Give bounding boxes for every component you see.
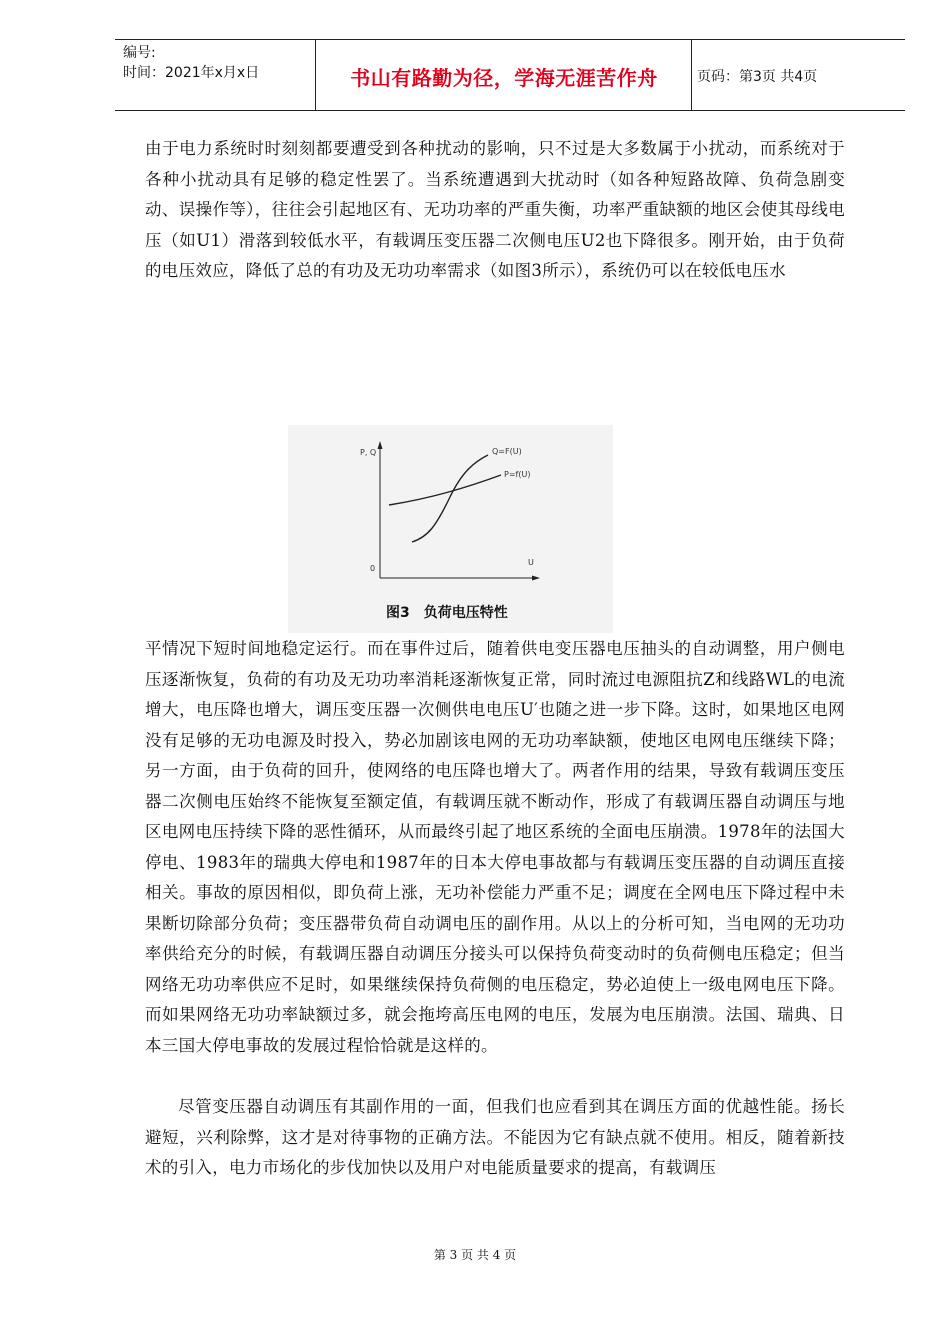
body-paragraph-3: 尽管变压器自动调压有其副作用的一面，但我们也应看到其在调压方面的优越性能。扬长避短，兴利除弊，这才是对待事物的正确方法。不能因为它有缺点就不使用。相反，随着新技术的引入，电力市场化的步伐加快以及用户对电能质量要求的提高，有载调压 <box>145 1097 845 1177</box>
header-meta <box>123 43 313 83</box>
page-footer: 第 3 页 共 4 页 <box>433 1248 517 1262</box>
body-paragraph-2: 平情况下短时间地稳定运行。而在事件过后，随着供电变压器电压抽头的自动调整，用户侧电压逐渐恢复，负荷的有功及无功功率消耗逐渐恢复正常，同时流过电源阻抗Z和线路WL的电流增大，电压降也增大，调压变压器一次侧供电电压U′也随之进一步下降。这时，如果地区电网没有足够的无功电源及时投入，势必加剧该电网的无功功率缺额，使地区电网电压继续下降；另一方面，由于负荷的回升，使网络的电压降也增大了。两者作用的结果，导致有载调压变压器二次侧电压始终不能恢复至额定值，有载调压就不断动作，形成了有载调压器自动调压与地区电网电压持续下降的恶性循环，从而最终引起了地区系统的全面电压崩溃。1978年的法国大停电、1983年的瑞典大停电和1987年的日本大停电事故都与有载调压变压器的自动调压直接相关。事故的原因相似，即负荷上涨，无功补偿能力严重不足；调度在全网电压下降过程中未果断切除部分负荷；变压器带负荷自动调电压的副作用。从以上的分析可知，当电网的无功功率供给充分的时候，有载调压器自动调压分接头可以保持负荷变动时的负荷侧电压稳定；但当网络无功功率供应不足时，如果继续保持负荷侧的电压稳定，势必迫使上一级电网电压下降。而如果网络无功功率缺额过多，就会拖垮高压电网的电压，发展为电压崩溃。法国、瑞典、日本三国大停电事故的发展过程恰恰就是这样的。 <box>145 639 845 1055</box>
x-axis-label: U <box>528 558 534 567</box>
header-divider <box>691 40 692 110</box>
origin-label: 0 <box>370 564 376 573</box>
figure-graphic <box>288 425 613 633</box>
header-number-label: 编号: <box>123 45 156 61</box>
y-axis-arrow-icon <box>378 441 383 449</box>
y-axis-label: P, Q <box>360 448 377 457</box>
figure-caption: 图3 负荷电压特性 <box>386 605 508 621</box>
header-page-label: 页码：第3页 共4页 <box>697 69 818 85</box>
header-motto: 书山有路勤为径，学海无涯苦作舟 <box>350 66 658 90</box>
page-header <box>115 39 905 111</box>
curve-p-label: P=f(U) <box>504 470 531 479</box>
body-paragraph-1: 由于电力系统时时刻刻都要遭受到各种扰动的影响，只不过是大多数属于小扰动，而系统对于各种小扰动具有足够的稳定性罢了。当系统遭遇到大扰动时（如各种短路故障、负荷急剧变动、误操作等），往往会引起地区有、无功功率的严重失衡，功率严重缺额的地区会使其母线电压（如U1）滑落到较低水平，有载调压变压器二次侧电压U2也下降很多。刚开始，由于负荷的电压效应，降低了总的有功及无功功率需求（如图3所示），系统仍可以在较低电压水 <box>145 139 845 280</box>
curve-p <box>389 475 501 505</box>
curve-q-label: Q=F(U) <box>492 447 522 456</box>
header-divider <box>315 40 316 110</box>
x-axis-arrow-icon <box>532 576 540 581</box>
figure-load-voltage-characteristic <box>288 425 613 633</box>
header-time-label: 时间：2021年x月x日 <box>123 65 260 81</box>
